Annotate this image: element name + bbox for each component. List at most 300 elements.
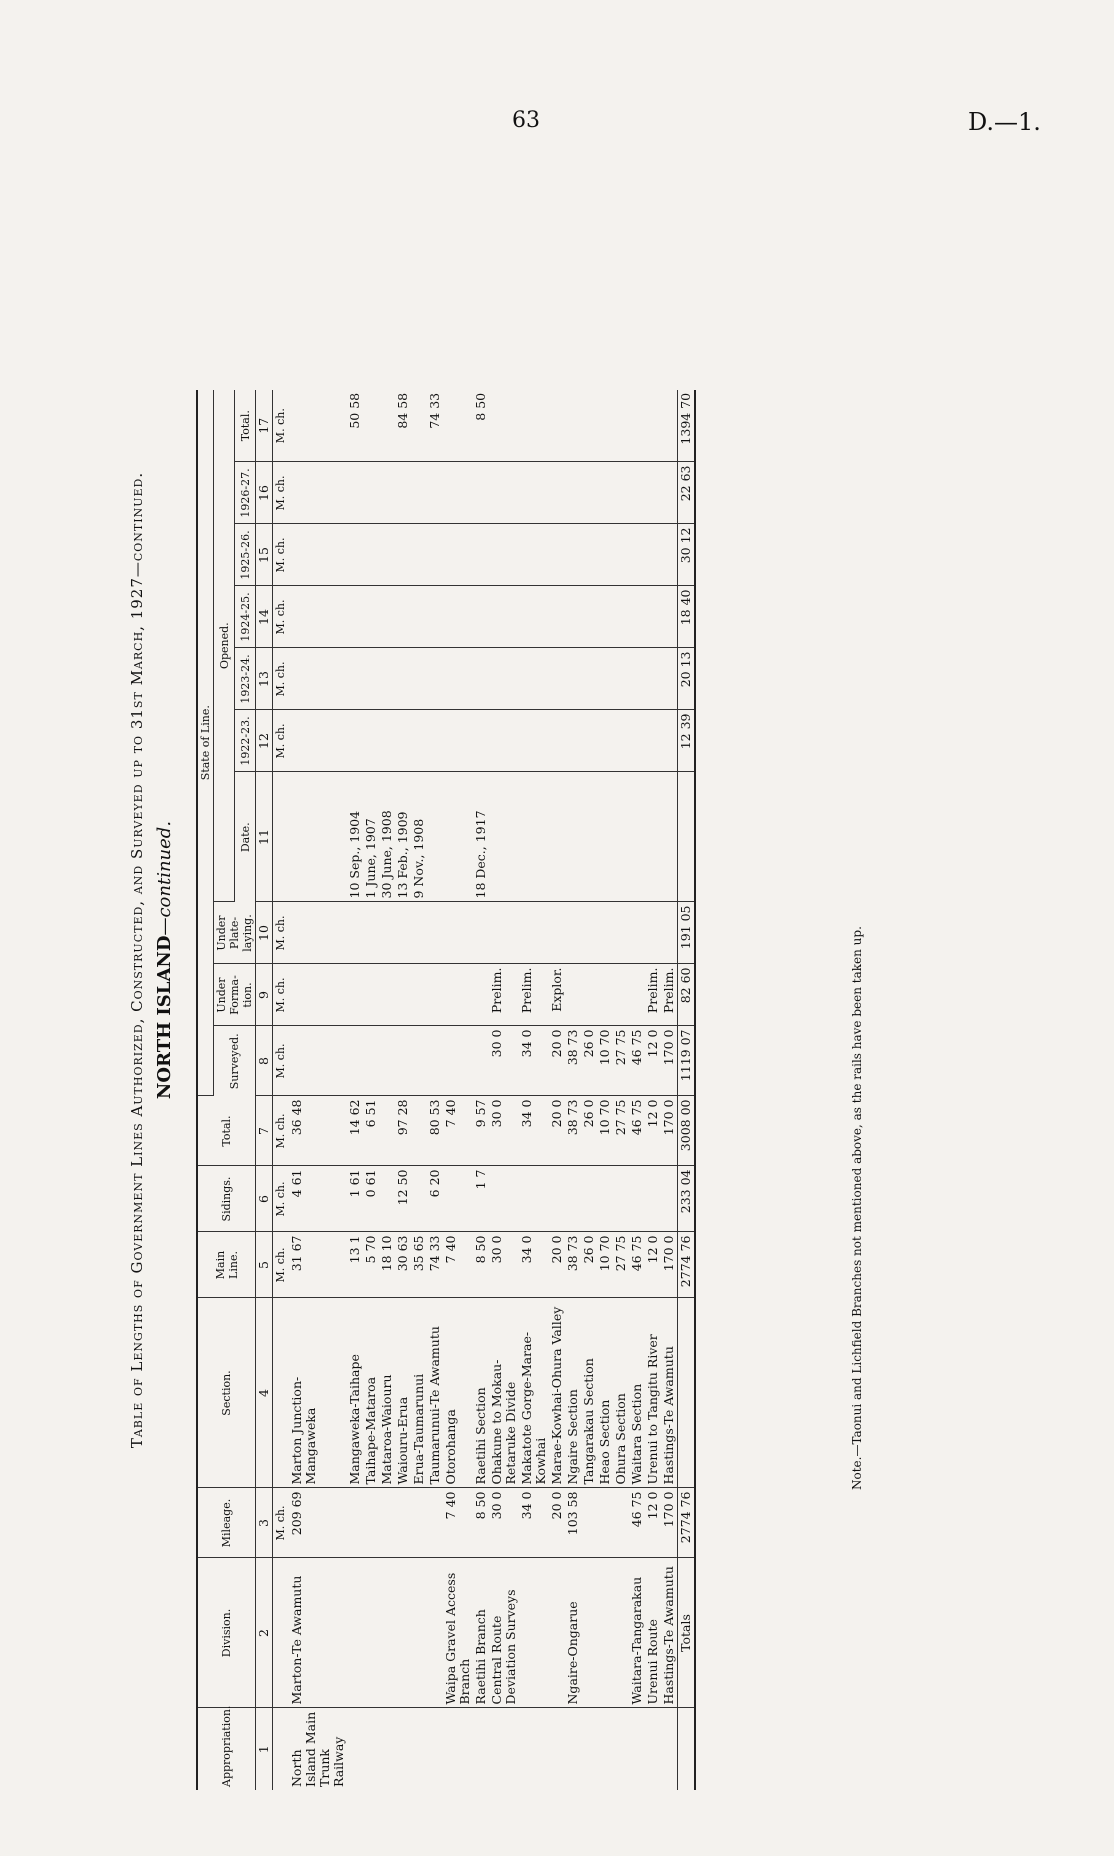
cell-total: 27 75 bbox=[613, 1096, 629, 1166]
totals-1924-25: 18 40 bbox=[678, 586, 696, 648]
cell-empty bbox=[661, 710, 678, 772]
cell-division: Urenui Route bbox=[645, 1558, 661, 1708]
cell-surveyed bbox=[411, 1026, 427, 1096]
table-row bbox=[347, 390, 363, 1790]
cell-formation bbox=[347, 964, 363, 1026]
cell-empty bbox=[347, 524, 363, 586]
cell-empty bbox=[629, 462, 645, 524]
cell-surveyed: 170 0 bbox=[661, 1026, 678, 1096]
cell-total: 14 62 bbox=[347, 1096, 363, 1166]
header-mileage: Mileage. bbox=[197, 1488, 256, 1558]
header-opened: Opened. bbox=[214, 390, 235, 902]
cell-platelaying bbox=[443, 902, 473, 964]
totals-1925-26: 30 12 bbox=[678, 524, 696, 586]
cell-appropriation bbox=[395, 1708, 411, 1790]
unit-label: M. ch. bbox=[273, 648, 290, 710]
cell-empty bbox=[629, 586, 645, 648]
cell-formation bbox=[427, 964, 443, 1026]
cell-empty bbox=[519, 710, 549, 772]
cell-empty bbox=[347, 710, 363, 772]
header-total: Total. bbox=[197, 1096, 256, 1166]
cell-mileage bbox=[395, 1488, 411, 1558]
cell-appropriation bbox=[489, 1708, 519, 1790]
cell-empty bbox=[379, 524, 395, 586]
cell-empty bbox=[289, 462, 347, 524]
cell-division bbox=[395, 1558, 411, 1708]
cell-section: Taihape-Mataroa bbox=[363, 1298, 379, 1488]
totals-surveyed: 1119 07 bbox=[678, 1026, 696, 1096]
col-number: 4 bbox=[256, 1298, 273, 1488]
cell-empty bbox=[613, 586, 629, 648]
totals-1926-27: 22 63 bbox=[678, 462, 696, 524]
cell-date: 10 Sep., 1904 bbox=[347, 772, 363, 902]
cell-date bbox=[549, 772, 565, 902]
cell-main: 27 75 bbox=[613, 1232, 629, 1298]
cell-formation bbox=[443, 964, 473, 1026]
totals-under-formation: 82 60 bbox=[678, 964, 696, 1026]
cell-main: 35 65 bbox=[411, 1232, 427, 1298]
cell-platelaying bbox=[565, 902, 581, 964]
cell-main: 26 0 bbox=[581, 1232, 597, 1298]
cell-opened-total bbox=[661, 390, 678, 462]
cell-mileage: 12 0 bbox=[645, 1488, 661, 1558]
cell-opened-total: 8 50 bbox=[473, 390, 489, 462]
cell-date: 1 June, 1907 bbox=[363, 772, 379, 902]
region-title bbox=[154, 130, 175, 1790]
cell-main: 20 0 bbox=[549, 1232, 565, 1298]
cell-formation bbox=[565, 964, 581, 1026]
cell-mileage: 20 0 bbox=[549, 1488, 565, 1558]
header-1925-26: 1925-26. bbox=[235, 524, 256, 586]
header-1926-27: 1926-27. bbox=[235, 462, 256, 524]
cell-date bbox=[629, 772, 645, 902]
cell-division: Hastings-Te Awamutu bbox=[661, 1558, 678, 1708]
cell-division bbox=[363, 1558, 379, 1708]
table-row bbox=[363, 390, 379, 1790]
table-title: Table of Lengths of Government Lines Authorized, Constructed, and Surveyed up to 31st March, 1927—continued. bbox=[128, 471, 146, 1449]
cell-empty bbox=[519, 648, 549, 710]
cell-section: Marae-Kowhai-Ohura Valley bbox=[549, 1298, 565, 1488]
cell-empty bbox=[411, 710, 427, 772]
cell-appropriation bbox=[379, 1708, 395, 1790]
cell-mileage bbox=[597, 1488, 613, 1558]
units-row bbox=[273, 390, 290, 1790]
cell-empty bbox=[629, 710, 645, 772]
cell-opened-total bbox=[597, 390, 613, 462]
header-surveyed: Surveyed. bbox=[214, 1026, 256, 1096]
cell-formation: Prelim. bbox=[661, 964, 678, 1026]
cell-main: 38 73 bbox=[565, 1232, 581, 1298]
cell-empty bbox=[581, 710, 597, 772]
cell-empty bbox=[645, 586, 661, 648]
cell-section: Hastings-Te Awamutu bbox=[661, 1298, 678, 1488]
cell-date bbox=[597, 772, 613, 902]
cell-total: 97 28 bbox=[395, 1096, 411, 1166]
cell-mileage bbox=[581, 1488, 597, 1558]
totals-1922-23: 12 39 bbox=[678, 710, 696, 772]
cell-empty bbox=[379, 648, 395, 710]
col-number: 8 bbox=[256, 1026, 273, 1096]
cell-appropriation bbox=[473, 1708, 489, 1790]
header-date: Date. bbox=[235, 772, 256, 902]
cell-mileage bbox=[613, 1488, 629, 1558]
cell-division: Raetihi Branch bbox=[473, 1558, 489, 1708]
cell-formation: Explor. bbox=[549, 964, 565, 1026]
cell-platelaying bbox=[549, 902, 565, 964]
cell-section: Ohura Section bbox=[613, 1298, 629, 1488]
cell-empty bbox=[411, 648, 427, 710]
cell-division bbox=[379, 1558, 395, 1708]
table-row bbox=[395, 390, 411, 1790]
cell-opened-total bbox=[613, 390, 629, 462]
cell-empty bbox=[661, 586, 678, 648]
totals-opened-total: 1394 70 bbox=[678, 390, 696, 462]
cell-surveyed: 27 75 bbox=[613, 1026, 629, 1096]
cell-date bbox=[645, 772, 661, 902]
totals-main-line: 2774 76 bbox=[678, 1232, 696, 1298]
table-row bbox=[489, 390, 519, 1790]
cell-formation: Prelim. bbox=[489, 964, 519, 1026]
cell-sidings: 1 7 bbox=[473, 1166, 489, 1232]
cell-empty bbox=[489, 710, 519, 772]
cell-mileage: 103 58 bbox=[565, 1488, 581, 1558]
cell-sidings bbox=[613, 1166, 629, 1232]
cell-appropriation bbox=[411, 1708, 427, 1790]
cell-platelaying bbox=[629, 902, 645, 964]
cell-empty bbox=[443, 648, 473, 710]
table-row bbox=[613, 390, 629, 1790]
cell-opened-total bbox=[411, 390, 427, 462]
cell-empty bbox=[427, 648, 443, 710]
cell-surveyed bbox=[379, 1026, 395, 1096]
unit-label: M. ch. bbox=[273, 586, 290, 648]
cell-surveyed bbox=[473, 1026, 489, 1096]
cell-date bbox=[427, 772, 443, 902]
cell-empty bbox=[379, 462, 395, 524]
cell-surveyed: 38 73 bbox=[565, 1026, 581, 1096]
cell-section: Mataroa-Waiouru bbox=[379, 1298, 395, 1488]
cell-section: Mangaweka-Taihape bbox=[347, 1298, 363, 1488]
cell-opened-total bbox=[379, 390, 395, 462]
cell-empty bbox=[565, 524, 581, 586]
unit-label: M. ch. bbox=[273, 1096, 290, 1166]
cell-surveyed bbox=[347, 1026, 363, 1096]
cell-main: 74 33 bbox=[427, 1232, 443, 1298]
cell-total: 38 73 bbox=[565, 1096, 581, 1166]
cell-surveyed: 26 0 bbox=[581, 1026, 597, 1096]
cell-mileage: 46 75 bbox=[629, 1488, 645, 1558]
region-continued: —continued. bbox=[154, 820, 175, 936]
cell-main: 5 70 bbox=[363, 1232, 379, 1298]
cell-empty bbox=[613, 524, 629, 586]
header-section: Section. bbox=[197, 1298, 256, 1488]
table-row bbox=[519, 390, 549, 1790]
cell-empty bbox=[565, 586, 581, 648]
cell-empty bbox=[489, 648, 519, 710]
cell-total: 12 0 bbox=[645, 1096, 661, 1166]
cell-opened-total bbox=[443, 390, 473, 462]
cell-sidings bbox=[581, 1166, 597, 1232]
cell-empty bbox=[581, 462, 597, 524]
cell-date bbox=[489, 772, 519, 902]
cell-empty bbox=[443, 710, 473, 772]
cell-empty bbox=[549, 524, 565, 586]
cell-division: Ngaire-Ongarue bbox=[565, 1558, 581, 1708]
cell-appropriation bbox=[661, 1708, 678, 1790]
cell-division: Central Route Deviation Surveys bbox=[489, 1558, 519, 1708]
cell-division bbox=[581, 1558, 597, 1708]
cell-total: 30 0 bbox=[489, 1096, 519, 1166]
cell-empty bbox=[289, 586, 347, 648]
cell-total: 6 51 bbox=[363, 1096, 379, 1166]
cell-empty bbox=[519, 524, 549, 586]
cell-mileage bbox=[347, 1488, 363, 1558]
header-state-of-line: State of Line. bbox=[197, 390, 214, 1096]
cell-empty bbox=[661, 648, 678, 710]
cell-opened-total bbox=[489, 390, 519, 462]
cell-empty bbox=[363, 524, 379, 586]
unit-label: M. ch. bbox=[273, 710, 290, 772]
cell-empty bbox=[473, 648, 489, 710]
cell-section: Tangarakau Section bbox=[581, 1298, 597, 1488]
cell-empty bbox=[581, 586, 597, 648]
cell-date bbox=[565, 772, 581, 902]
cell-section: Taumarunui-Te Awamutu bbox=[427, 1298, 443, 1488]
cell-appropriation bbox=[581, 1708, 597, 1790]
totals-under-platelaying: 191 05 bbox=[678, 902, 696, 964]
header-under-formation: Under Forma-tion. bbox=[214, 964, 256, 1026]
cell-empty bbox=[473, 710, 489, 772]
cell-empty bbox=[565, 462, 581, 524]
cell-total: 36 48 bbox=[289, 1096, 347, 1166]
table-row bbox=[629, 390, 645, 1790]
col-number: 17 bbox=[256, 390, 273, 462]
cell-empty bbox=[549, 462, 565, 524]
cell-formation: Prelim. bbox=[645, 964, 661, 1026]
cell-empty bbox=[443, 524, 473, 586]
header-division: Division. bbox=[197, 1558, 256, 1708]
cell-division: Waipa Gravel Access Branch bbox=[443, 1558, 473, 1708]
cell-opened-total: 50 58 bbox=[347, 390, 363, 462]
col-number: 5 bbox=[256, 1232, 273, 1298]
cell-empty bbox=[427, 462, 443, 524]
cell-sidings bbox=[629, 1166, 645, 1232]
cell-sidings bbox=[443, 1166, 473, 1232]
cell-empty bbox=[411, 524, 427, 586]
unit-label: M. ch. bbox=[273, 1026, 290, 1096]
unit-label: M. ch. bbox=[273, 1166, 290, 1232]
cell-surveyed bbox=[289, 1026, 347, 1096]
page-number: 63 bbox=[512, 108, 540, 133]
col-number: 11 bbox=[256, 772, 273, 902]
cell-division bbox=[347, 1558, 363, 1708]
cell-division bbox=[613, 1558, 629, 1708]
totals-total: 3008 00 bbox=[678, 1096, 696, 1166]
cell-mileage: 209 69 bbox=[289, 1488, 347, 1558]
cell-opened-total: 84 58 bbox=[395, 390, 411, 462]
cell-empty bbox=[363, 710, 379, 772]
cell-section: Ohakune to Mokau-Retaruke Divide bbox=[489, 1298, 519, 1488]
cell-surveyed: 30 0 bbox=[489, 1026, 519, 1096]
header-under-platelaying: Under Plate-laying. bbox=[214, 902, 256, 964]
cell-surveyed: 46 75 bbox=[629, 1026, 645, 1096]
cell-formation bbox=[395, 964, 411, 1026]
cell-mileage bbox=[379, 1488, 395, 1558]
cell-empty bbox=[489, 586, 519, 648]
cell-formation bbox=[629, 964, 645, 1026]
unit-label: M. ch. bbox=[273, 964, 290, 1026]
cell-surveyed bbox=[363, 1026, 379, 1096]
cell-mileage bbox=[411, 1488, 427, 1558]
cell-sidings bbox=[549, 1166, 565, 1232]
unit-label: M. ch. bbox=[273, 390, 290, 462]
cell-division bbox=[549, 1558, 565, 1708]
cell-appropriation bbox=[597, 1708, 613, 1790]
cell-appropriation bbox=[565, 1708, 581, 1790]
cell-section: Urenui to Tangitu River bbox=[645, 1298, 661, 1488]
col-number: 12 bbox=[256, 710, 273, 772]
cell-sidings bbox=[489, 1166, 519, 1232]
cell-empty bbox=[347, 462, 363, 524]
cell-main: 18 10 bbox=[379, 1232, 395, 1298]
cell-date bbox=[661, 772, 678, 902]
cell-appropriation bbox=[613, 1708, 629, 1790]
table-row bbox=[565, 390, 581, 1790]
cell-platelaying bbox=[645, 902, 661, 964]
cell-empty bbox=[473, 586, 489, 648]
cell-sidings bbox=[661, 1166, 678, 1232]
col-number: 14 bbox=[256, 586, 273, 648]
cell-total: 46 75 bbox=[629, 1096, 645, 1166]
cell-mileage: 30 0 bbox=[489, 1488, 519, 1558]
cell-opened-total bbox=[629, 390, 645, 462]
cell-platelaying bbox=[363, 902, 379, 964]
cell-division bbox=[519, 1558, 549, 1708]
cell-formation bbox=[363, 964, 379, 1026]
cell-empty bbox=[395, 710, 411, 772]
cell-surveyed bbox=[443, 1026, 473, 1096]
cell-total bbox=[379, 1096, 395, 1166]
table-row bbox=[661, 390, 678, 1790]
cell-appropriation bbox=[363, 1708, 379, 1790]
cell-formation bbox=[379, 964, 395, 1026]
cell-sidings bbox=[411, 1166, 427, 1232]
cell-empty bbox=[473, 462, 489, 524]
header-appropriation: Appropriation. bbox=[197, 1708, 256, 1790]
cell-opened-total bbox=[363, 390, 379, 462]
cell-total: 170 0 bbox=[661, 1096, 678, 1166]
cell-empty bbox=[411, 586, 427, 648]
cell-empty bbox=[597, 462, 613, 524]
col-number: 10 bbox=[256, 902, 273, 964]
cell-sidings: 4 61 bbox=[289, 1166, 347, 1232]
cell-appropriation bbox=[645, 1708, 661, 1790]
cell-platelaying bbox=[379, 902, 395, 964]
col-number: 6 bbox=[256, 1166, 273, 1232]
cell-main: 30 0 bbox=[489, 1232, 519, 1298]
cell-empty bbox=[427, 524, 443, 586]
table-row bbox=[645, 390, 661, 1790]
totals-label: Totals bbox=[678, 1558, 696, 1708]
cell-empty bbox=[661, 524, 678, 586]
cell-empty bbox=[395, 648, 411, 710]
cell-date bbox=[443, 772, 473, 902]
col-number: 1 bbox=[256, 1708, 273, 1790]
cell-empty bbox=[443, 586, 473, 648]
cell-platelaying bbox=[427, 902, 443, 964]
cell-empty bbox=[395, 462, 411, 524]
cell-date bbox=[581, 772, 597, 902]
cell-empty bbox=[549, 586, 565, 648]
cell-sidings: 1 61 bbox=[347, 1166, 363, 1232]
cell-main: 30 63 bbox=[395, 1232, 411, 1298]
cell-surveyed bbox=[395, 1026, 411, 1096]
cell-sidings bbox=[645, 1166, 661, 1232]
col-number: 9 bbox=[256, 964, 273, 1026]
table-row bbox=[411, 390, 427, 1790]
cell-empty bbox=[289, 648, 347, 710]
cell-date: 13 Feb., 1909 bbox=[395, 772, 411, 902]
cell-section: Ngaire Section bbox=[565, 1298, 581, 1488]
cell-main: 31 67 bbox=[289, 1232, 347, 1298]
unit-label: M. ch. bbox=[273, 1488, 290, 1558]
cell-total: 7 40 bbox=[443, 1096, 473, 1166]
totals-mileage: 2774 76 bbox=[678, 1488, 696, 1558]
cell-section: Waiouru-Erua bbox=[395, 1298, 411, 1488]
table-row bbox=[549, 390, 565, 1790]
cell-main: 12 0 bbox=[645, 1232, 661, 1298]
cell-empty bbox=[363, 648, 379, 710]
cell-empty bbox=[597, 648, 613, 710]
col-number: 15 bbox=[256, 524, 273, 586]
cell-surveyed: 10 70 bbox=[597, 1026, 613, 1096]
cell-total: 34 0 bbox=[519, 1096, 549, 1166]
cell-total: 10 70 bbox=[597, 1096, 613, 1166]
cell-opened-total bbox=[519, 390, 549, 462]
cell-appropriation bbox=[549, 1708, 565, 1790]
cell-empty bbox=[597, 586, 613, 648]
cell-platelaying bbox=[597, 902, 613, 964]
cell-appropriation bbox=[347, 1708, 363, 1790]
cell-total: 9 57 bbox=[473, 1096, 489, 1166]
cell-surveyed bbox=[427, 1026, 443, 1096]
cell-mileage bbox=[363, 1488, 379, 1558]
cell-date: 30 June, 1908 bbox=[379, 772, 395, 902]
cell-empty bbox=[565, 648, 581, 710]
document-reference: D.—1. bbox=[968, 108, 1041, 136]
cell-mileage: 7 40 bbox=[443, 1488, 473, 1558]
cell-appropriation bbox=[443, 1708, 473, 1790]
cell-sidings bbox=[597, 1166, 613, 1232]
cell-total: 20 0 bbox=[549, 1096, 565, 1166]
unit-label: M. ch. bbox=[273, 902, 290, 964]
cell-empty bbox=[289, 524, 347, 586]
cell-empty bbox=[347, 648, 363, 710]
unit-label: M. ch. bbox=[273, 1232, 290, 1298]
cell-surveyed: 34 0 bbox=[519, 1026, 549, 1096]
table-row bbox=[581, 390, 597, 1790]
cell-section: Marton Junction-Mangaweka bbox=[289, 1298, 347, 1488]
cell-appropriation bbox=[629, 1708, 645, 1790]
cell-empty bbox=[379, 710, 395, 772]
cell-empty bbox=[473, 524, 489, 586]
table-row bbox=[597, 390, 613, 1790]
cell-empty bbox=[379, 586, 395, 648]
cell-section: Heao Section bbox=[597, 1298, 613, 1488]
cell-empty bbox=[549, 710, 565, 772]
cell-main: 170 0 bbox=[661, 1232, 678, 1298]
cell-empty bbox=[613, 462, 629, 524]
